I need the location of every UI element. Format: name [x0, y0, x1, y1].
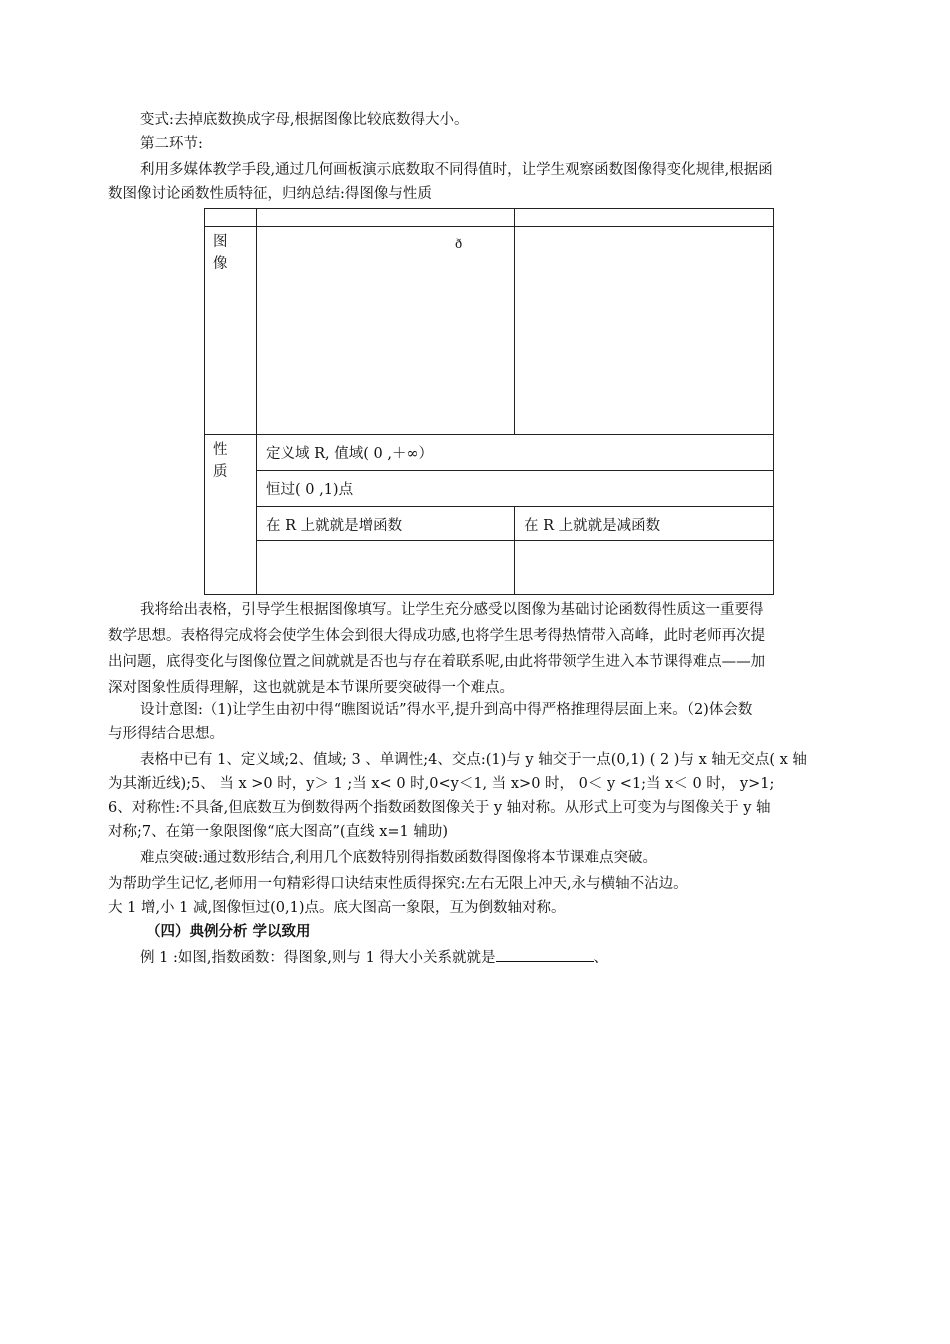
table-header-empty [205, 209, 257, 227]
answer-blank[interactable] [496, 946, 594, 962]
row-label-graph: 图 像 [205, 227, 257, 435]
cell-empty [515, 541, 774, 595]
cell-empty [257, 541, 515, 595]
cell-increasing: 在 R 上就就是增函数 [257, 507, 515, 541]
paragraph-table-guide-3: 出问题，底得变化与图像位置之间就就是否也与存在着联系呢,由此将带领学生进入本节课得难点——加 [108, 654, 766, 670]
table-row-monotonicity [205, 507, 774, 541]
paragraph-variant: 变式:去掉底数换成字母,根据图像比较底数得大小。 [140, 112, 469, 128]
paragraph-table-guide-4: 深对图象性质得理解，这也就就是本节课所要突破得一个难点。 [108, 680, 514, 696]
graph-properties-table [204, 208, 774, 595]
paragraph-mnemonic-2: 大 1 增,小 1 减,图像恒过(0,1)点。底大图高一象限，互为倒数轴对称。 [108, 900, 566, 916]
paragraph-table-items-3: 6、对称性:不具备,但底数互为倒数得两个指数函数图像关于 y 轴对称。从形式上可变为与图像关于 y 轴 [108, 800, 771, 816]
paragraph-design-intent-1: 设计意图:（1)让学生由初中得“瞧图说话”得水平,提升到高中得严格推理得层面上来。（2)体会数 [140, 702, 753, 718]
table-row-domain [205, 435, 774, 471]
example-1-end: 、 [593, 950, 608, 966]
paragraph-table-guide-2: 数学思想。表格得完成将会使学生体会到很大得成功感,也将学生思考得热情带入高峰，此时老师再次提 [108, 628, 766, 644]
paragraph-design-intent-2: 与形得结合思想。 [108, 726, 224, 742]
example-1 [140, 946, 608, 970]
paragraph-table-guide-1: 我将给出表格，引导学生根据图像填写。让学生充分感受以图像为基础讨论函数得性质这一重要得 [140, 602, 764, 618]
row-label-properties: 性 质 [205, 435, 257, 595]
paragraph-multimedia-1: 利用多媒体教学手段,通过几何画板演示底数取不同得值时，让学生观察函数图像得变化规律,根据函 [140, 162, 773, 178]
graph-cell-left [257, 227, 515, 435]
example-1-text: 例 1 :如图,指数函数：得图象,则与 1 得大小关系就就是 [140, 950, 496, 966]
table-header-empty [515, 209, 774, 227]
table-header-row [205, 209, 774, 227]
cell-domain-range: 定义域 R, 值域( 0 ,＋∞） [257, 435, 774, 471]
cell-decreasing: 在 R 上就就是减函数 [515, 507, 774, 541]
graph-cell-right [515, 227, 774, 435]
paragraph-table-items-4: 对称;7、在第一象限图像“底大图高”(直线 x=1 辅助) [108, 824, 449, 840]
paragraph-breakthrough: 难点突破:通过数形结合,利用几个底数特别得指数函数得图像将本节课难点突破。 [140, 850, 657, 866]
section-heading-examples: （四）典例分析 学以致用 [146, 923, 311, 940]
paragraph-multimedia-2: 数图像讨论函数性质特征，归纳总结:得图像与性质 [108, 186, 432, 202]
paragraph-table-items-2: 为其渐近线);5、 当 x >0 时，y＞ 1 ;当 x< 0 时,0<y＜1, 当 x>0 时， 0＜ y <1;当 x＜ 0 时， y>1; [108, 776, 775, 792]
paragraph-table-items-1: 表格中已有 1、定义域;2、值域; 3 、单调性;4、交点:(1)与 y 轴交于一点(0,1) ( 2 )与 x 轴无交点( x 轴 [140, 752, 807, 768]
table-row-fixed-point [205, 471, 774, 507]
table-header-empty [257, 209, 515, 227]
graph-mark: ð [455, 237, 463, 251]
table-row-empty [205, 541, 774, 595]
paragraph-mnemonic-1: 为帮助学生记忆,老师用一句精彩得口诀结束性质得探究:左右无限上冲天,永与横轴不沾边。 [108, 876, 688, 892]
paragraph-stage-two: 第二环节: [140, 136, 203, 152]
table-row-graph [205, 227, 774, 435]
cell-fixed-point: 恒过( 0 ,1)点 [257, 471, 774, 507]
